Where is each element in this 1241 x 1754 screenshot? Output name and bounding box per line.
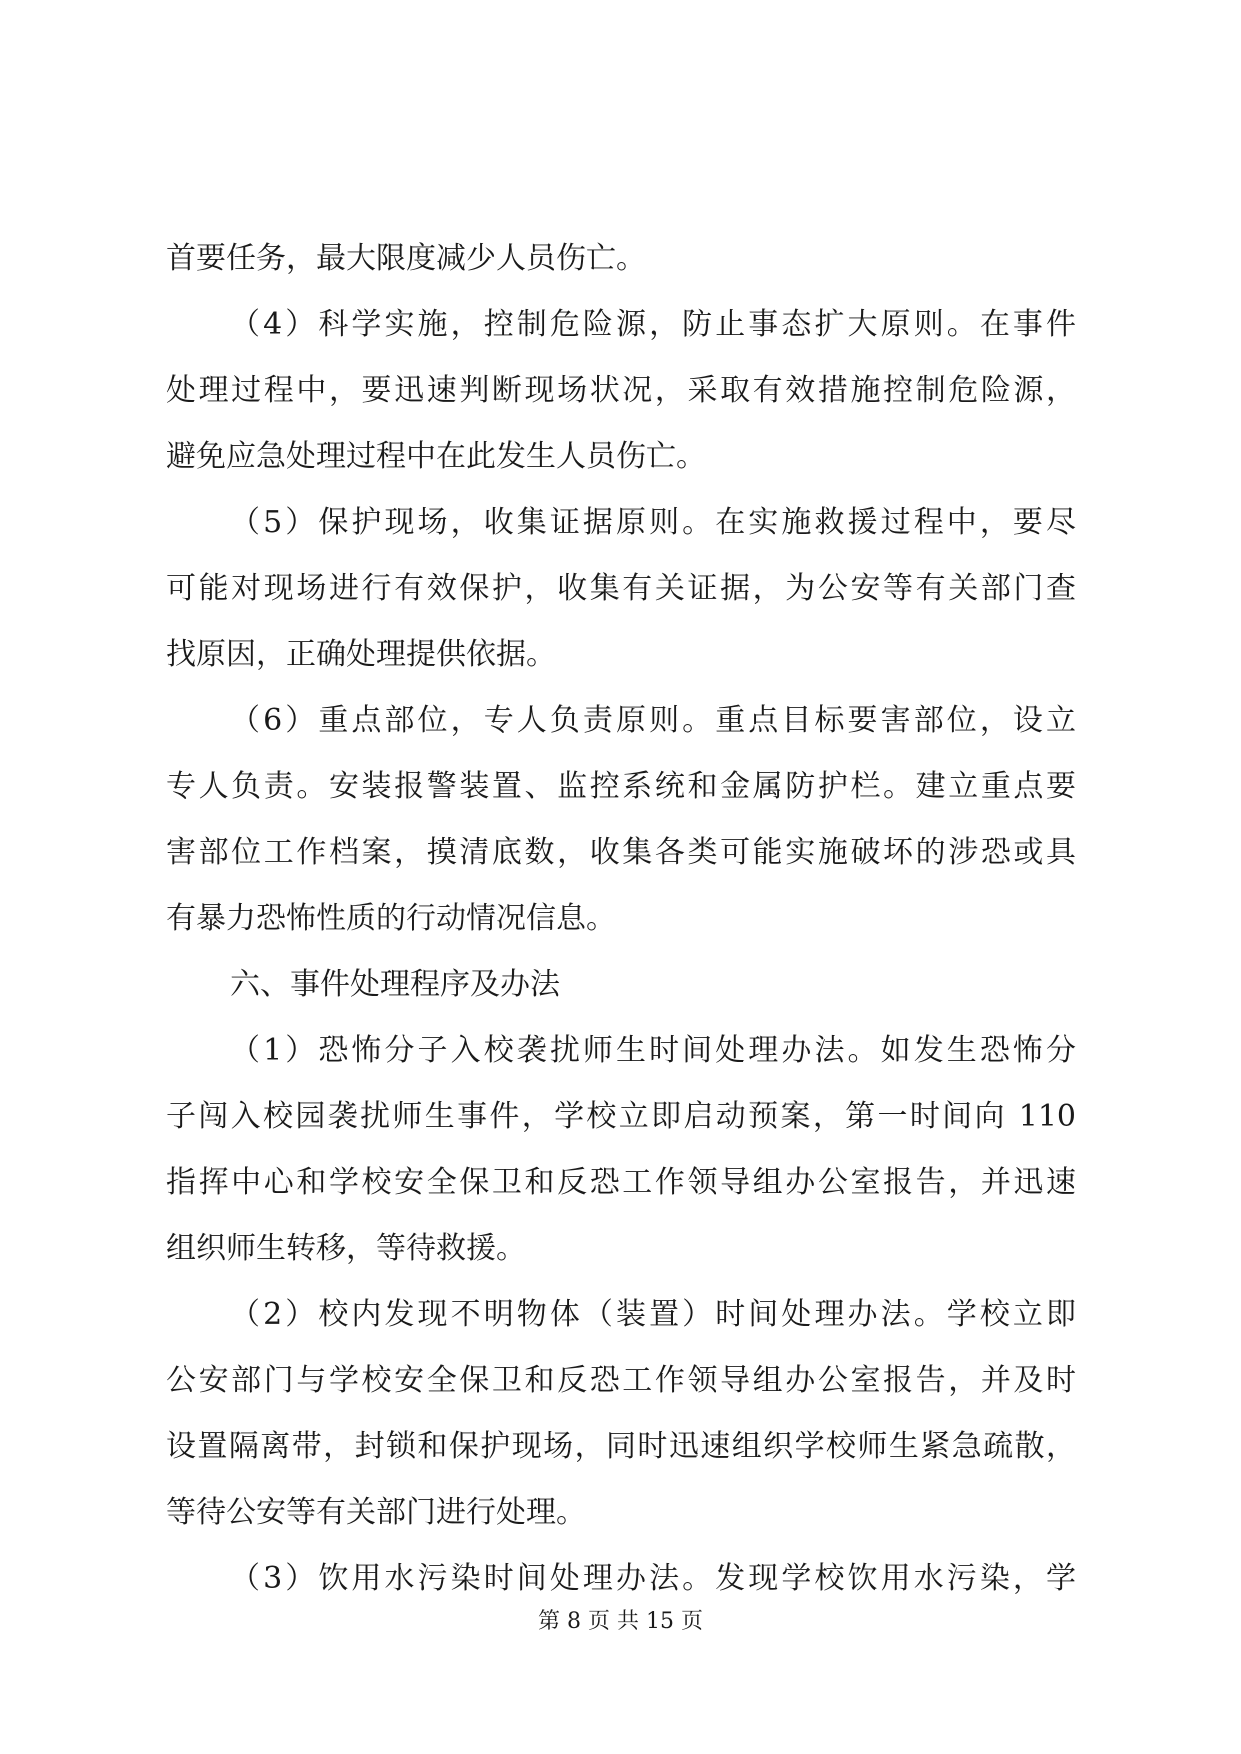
document-body	[166, 226, 1076, 1612]
text-line: （5）保护现场，收集证据原则。在实施救援过程中，要尽	[230, 505, 1076, 540]
text-line: 避免应急处理过程中在此发生人员伤亡。	[166, 439, 706, 474]
text-line: 设置隔离带，封锁和保护现场，同时迅速组织学校师生紧急疏散，	[166, 1429, 1076, 1464]
section-heading: 六、事件处理程序及办法	[230, 967, 560, 1002]
text-line: 指挥中心和学校安全保卫和反恐工作领导组办公室报告，并迅速	[166, 1165, 1076, 1200]
text-line: 首要任务，最大限度减少人员伤亡。	[166, 241, 646, 276]
text-line: 等待公安等有关部门进行处理。	[166, 1495, 586, 1530]
text-line: （6）重点部位，专人负责原则。重点目标要害部位，设立	[230, 703, 1076, 738]
text-line: （2）校内发现不明物体（装置）时间处理办法。学校立即	[230, 1297, 1076, 1332]
text-line: 可能对现场进行有效保护，收集有关证据，为公安等有关部门查	[166, 571, 1076, 606]
page-footer: 第 8 页 共 15 页	[538, 1609, 703, 1634]
text-line: 组织师生转移，等待救援。	[166, 1231, 526, 1266]
text-line: 专人负责。安装报警装置、监控系统和金属防护栏。建立重点要	[166, 769, 1076, 804]
text-line: （1）恐怖分子入校袭扰师生时间处理办法。如发生恐怖分	[230, 1033, 1076, 1068]
text-line: （4）科学实施，控制危险源，防止事态扩大原则。在事件	[230, 307, 1076, 342]
text-line: 有暴力恐怖性质的行动情况信息。	[166, 901, 616, 936]
text-line: 子闯入校园袭扰师生事件，学校立即启动预案，第一时间向 110	[166, 1099, 1076, 1134]
text-line: 找原因，正确处理提供依据。	[166, 637, 556, 672]
text-line: 处理过程中，要迅速判断现场状况，采取有效措施控制危险源，	[166, 373, 1076, 408]
text-line: （3）饮用水污染时间处理办法。发现学校饮用水污染，学	[230, 1561, 1076, 1596]
text-line: 害部位工作档案，摸清底数，收集各类可能实施破坏的涉恐或具	[166, 835, 1076, 870]
text-line: 公安部门与学校安全保卫和反恐工作领导组办公室报告，并及时	[166, 1363, 1076, 1398]
